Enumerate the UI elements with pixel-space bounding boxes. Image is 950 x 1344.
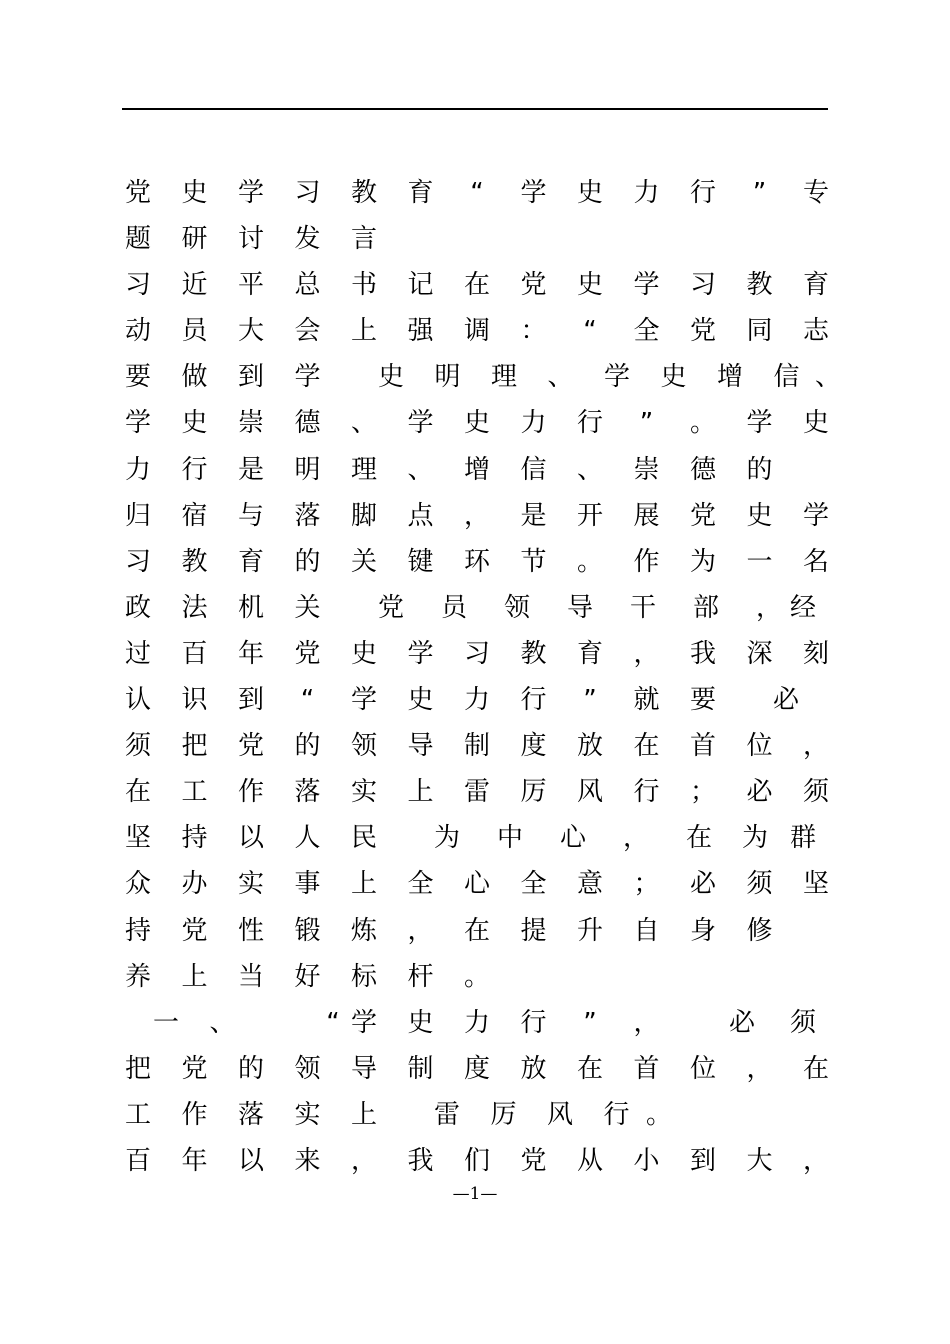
glyph: 一 [746, 546, 773, 577]
glyph: 的 [746, 454, 773, 485]
glyph: 行 [576, 408, 603, 439]
glyph: 放 [520, 1053, 547, 1084]
glyph: 专 [802, 178, 829, 208]
glyph: 办 [181, 869, 208, 900]
glyph: 须 [124, 731, 151, 762]
glyph: ， [802, 1145, 829, 1176]
glyph: 开 [576, 500, 603, 531]
glyph: ； [633, 869, 660, 900]
glyph: 身 [689, 915, 716, 946]
glyph: 在 [124, 777, 151, 808]
glyph: ， [633, 1007, 660, 1038]
glyph: ； [689, 777, 716, 808]
glyph: 关 [294, 592, 321, 623]
glyph: 。 [689, 408, 716, 439]
glyph: 制 [407, 1053, 434, 1084]
glyph: 机 [237, 592, 264, 623]
glyph: “ [470, 178, 484, 208]
glyph: 研 [181, 224, 208, 255]
glyph: 员 [181, 316, 208, 347]
text-line [123, 447, 843, 493]
glyph: 学 [407, 408, 434, 439]
glyph: 史 [350, 638, 377, 669]
glyph: 雷 [463, 777, 490, 808]
glyph: 。 [463, 961, 490, 992]
glyph: 须 [789, 1007, 816, 1038]
glyph: 学 [603, 362, 630, 393]
glyph: 在 [463, 270, 490, 301]
glyph: 意 [576, 869, 603, 900]
glyph: 育 [407, 178, 434, 208]
glyph: 党 [294, 638, 321, 669]
glyph: “ [300, 685, 315, 716]
glyph: 力 [633, 178, 660, 208]
glyph: 们 [463, 1145, 490, 1176]
glyph: 导 [350, 1053, 377, 1084]
glyph: 大 [746, 1145, 773, 1176]
glyph: 的 [294, 731, 321, 762]
text-line [123, 677, 843, 723]
glyph: 标 [350, 961, 377, 992]
text-line [123, 585, 843, 631]
glyph: 大 [237, 316, 264, 347]
glyph: ， [755, 592, 782, 623]
glyph: 来 [294, 1145, 321, 1176]
glyph: 环 [463, 546, 490, 577]
glyph: 度 [463, 1053, 490, 1084]
glyph: 制 [463, 731, 490, 762]
glyph: 党 [124, 178, 151, 208]
text-line [123, 1138, 843, 1184]
glyph: 在 [633, 731, 660, 762]
glyph: 的 [237, 1053, 264, 1084]
glyph: 落 [294, 777, 321, 808]
glyph: 要 [689, 685, 716, 716]
glyph: 近 [181, 270, 208, 301]
glyph: 习 [124, 546, 151, 577]
glyph: 我 [407, 1145, 434, 1176]
glyph: 行 [603, 1099, 630, 1130]
text-line [123, 400, 843, 446]
glyph: 实 [294, 1099, 321, 1130]
glyph: 把 [181, 731, 208, 762]
glyph: 度 [520, 731, 547, 762]
glyph: 育 [576, 638, 603, 669]
glyph: 动 [124, 316, 151, 347]
glyph: 教 [746, 270, 773, 301]
text-line [123, 539, 843, 585]
glyph: 习 [294, 178, 321, 208]
glyph: 增 [463, 454, 490, 485]
text-line [123, 170, 843, 216]
glyph: 学 [350, 1007, 377, 1038]
glyph: 员 [440, 592, 467, 623]
glyph: 、 [547, 362, 574, 393]
glyph: 养 [124, 961, 151, 992]
glyph: 教 [181, 546, 208, 577]
glyph: 力 [463, 1007, 490, 1038]
glyph: 从 [576, 1145, 603, 1176]
glyph: 学 [237, 178, 264, 208]
glyph: 力 [520, 408, 547, 439]
glyph: 到 [689, 1145, 716, 1176]
text-line [123, 769, 843, 815]
glyph: “ [583, 316, 597, 347]
section-heading-line [123, 1046, 843, 1092]
glyph: 提 [520, 915, 547, 946]
glyph: 全 [520, 869, 547, 900]
glyph: 明 [294, 454, 321, 485]
glyph: 一 [152, 1007, 179, 1038]
glyph: 崇 [237, 408, 264, 439]
glyph: 升 [576, 915, 603, 946]
glyph: 的 [294, 546, 321, 577]
glyph: 年 [181, 1145, 208, 1176]
glyph: 是 [237, 454, 264, 485]
glyph: 脚 [350, 500, 377, 531]
glyph: 党 [520, 270, 547, 301]
glyph: 雷 [433, 1099, 460, 1130]
glyph: ， [407, 915, 434, 946]
glyph: 落 [294, 500, 321, 531]
text-line [123, 216, 843, 262]
glyph: 放 [576, 731, 603, 762]
glyph: 在 [576, 1053, 603, 1084]
glyph: 领 [503, 592, 530, 623]
text-line [123, 354, 843, 400]
glyph: 史 [463, 408, 490, 439]
glyph: 党 [181, 1053, 208, 1084]
glyph: 教 [520, 638, 547, 669]
glyph: 学 [633, 270, 660, 301]
glyph: 领 [294, 1053, 321, 1084]
glyph: 自 [633, 915, 660, 946]
glyph: 干 [629, 592, 656, 623]
glyph: ， [463, 500, 490, 531]
glyph: 明 [434, 362, 461, 393]
glyph: 位 [746, 731, 773, 762]
text-line [123, 815, 843, 861]
glyph: 史 [181, 178, 208, 208]
glyph: 行 [633, 777, 660, 808]
glyph: 实 [350, 777, 377, 808]
glyph: 到 [237, 362, 264, 393]
glyph: 力 [124, 454, 151, 485]
glyph: 心 [463, 869, 490, 900]
glyph: 到 [237, 685, 264, 716]
glyph: 会 [294, 316, 321, 347]
glyph: 键 [407, 546, 434, 577]
glyph: 作 [633, 546, 660, 577]
glyph: 学 [294, 362, 321, 393]
glyph: 导 [566, 592, 593, 623]
glyph: 落 [237, 1099, 264, 1130]
glyph: 习 [463, 638, 490, 669]
glyph: 首 [633, 1053, 660, 1084]
glyph: 史 [181, 408, 208, 439]
glyph: 理 [490, 362, 517, 393]
glyph: 刻 [802, 638, 829, 669]
glyph: 厉 [520, 777, 547, 808]
glyph: ” [752, 178, 767, 208]
header-rule [122, 108, 828, 110]
glyph: 行 [520, 1007, 547, 1038]
glyph: 部 [692, 592, 719, 623]
glyph: 作 [237, 777, 264, 808]
glyph: 增 [716, 362, 743, 393]
glyph: 关 [350, 546, 377, 577]
glyph: 发 [294, 224, 321, 255]
glyph: ： [520, 316, 547, 347]
glyph: 认 [124, 685, 151, 716]
glyph: 是 [520, 500, 547, 531]
glyph: 上 [350, 869, 377, 900]
glyph: ， [633, 638, 660, 669]
glyph: 史 [746, 500, 773, 531]
glyph: 百 [124, 1145, 151, 1176]
glyph: 平 [237, 270, 264, 301]
glyph: 群 [789, 823, 816, 854]
glyph: 厉 [490, 1099, 517, 1130]
glyph: ” [583, 1007, 597, 1038]
glyph: 同 [746, 316, 773, 347]
glyph: 强 [407, 316, 434, 347]
glyph: 调 [463, 316, 490, 347]
glyph: 宿 [181, 500, 208, 531]
text-line [123, 861, 843, 907]
glyph: 政 [124, 592, 151, 623]
glyph: 必 [689, 869, 716, 900]
glyph: 、 [350, 408, 377, 439]
glyph: 经 [789, 592, 816, 623]
glyph: “ [326, 1007, 340, 1038]
glyph: 风 [546, 1099, 573, 1130]
glyph: 工 [124, 1099, 151, 1130]
glyph: 上 [181, 961, 208, 992]
glyph: 为 [741, 823, 768, 854]
glyph: 、 [814, 362, 841, 393]
glyph: 为 [433, 823, 460, 854]
glyph: 史 [802, 408, 829, 439]
glyph: 、 [209, 1007, 236, 1038]
glyph: 把 [124, 1053, 151, 1084]
glyph: 过 [124, 638, 151, 669]
glyph: ” [639, 408, 654, 439]
glyph: 行 [520, 685, 547, 716]
body-text [123, 170, 843, 1184]
glyph: 领 [350, 731, 377, 762]
glyph: 习 [124, 270, 151, 301]
glyph: 史 [377, 362, 404, 393]
glyph: 好 [294, 961, 321, 992]
glyph: 德 [689, 454, 716, 485]
glyph: 必 [728, 1007, 755, 1038]
glyph: 修 [746, 915, 773, 946]
glyph: 持 [124, 915, 151, 946]
glyph: 学 [520, 178, 547, 208]
glyph: 性 [237, 915, 264, 946]
glyph: 必 [746, 777, 773, 808]
text-line [123, 308, 843, 354]
glyph: 坚 [802, 869, 829, 900]
glyph: 育 [802, 270, 829, 301]
glyph: ， [350, 1145, 377, 1176]
glyph: 、 [407, 454, 434, 485]
glyph: 信 [520, 454, 547, 485]
glyph: 实 [237, 869, 264, 900]
glyph: 党 [181, 915, 208, 946]
glyph: 在 [802, 1053, 829, 1084]
glyph: 炼 [350, 915, 377, 946]
glyph: 点 [407, 500, 434, 531]
glyph: 行 [689, 178, 716, 208]
text-line [123, 723, 843, 769]
glyph: ， [746, 1053, 773, 1084]
glyph: 须 [802, 777, 829, 808]
glyph: 上 [407, 777, 434, 808]
glyph: 在 [685, 823, 712, 854]
text-line [123, 631, 843, 677]
glyph: 工 [181, 777, 208, 808]
glyph: 学 [802, 500, 829, 531]
glyph: 崇 [633, 454, 660, 485]
glyph: 学 [350, 685, 377, 716]
glyph: 做 [181, 362, 208, 393]
glyph: 与 [237, 500, 264, 531]
glyph: 众 [124, 869, 151, 900]
glyph: 上 [350, 316, 377, 347]
glyph: 持 [181, 823, 208, 854]
glyph: 须 [746, 869, 773, 900]
glyph: 党 [377, 592, 404, 623]
glyph: 史 [407, 685, 434, 716]
glyph: 首 [689, 731, 716, 762]
glyph: 史 [576, 178, 603, 208]
glyph: 德 [294, 408, 321, 439]
text-line [123, 908, 843, 954]
glyph: 以 [237, 1145, 264, 1176]
glyph: 学 [407, 638, 434, 669]
glyph: 史 [576, 270, 603, 301]
glyph: 名 [802, 546, 829, 577]
text-line [123, 262, 843, 308]
glyph: 展 [633, 500, 660, 531]
glyph: 归 [124, 500, 151, 531]
glyph: 坚 [124, 823, 151, 854]
glyph: 年 [237, 638, 264, 669]
glyph: 党 [689, 500, 716, 531]
page-number: —1— [452, 1184, 498, 1204]
glyph: 风 [576, 777, 603, 808]
glyph: 杆 [407, 961, 434, 992]
glyph: 识 [181, 685, 208, 716]
glyph: 行 [181, 454, 208, 485]
glyph: 全 [633, 316, 660, 347]
glyph: 志 [802, 316, 829, 347]
glyph: 事 [294, 869, 321, 900]
glyph: ， [622, 823, 649, 854]
glyph: 书 [350, 270, 377, 301]
glyph: 百 [181, 638, 208, 669]
glyph: 必 [772, 685, 799, 716]
glyph: 总 [294, 270, 321, 301]
glyph: 党 [520, 1145, 547, 1176]
glyph: 史 [660, 362, 687, 393]
section-heading-line [123, 1092, 843, 1138]
section-heading-line [123, 1000, 843, 1046]
glyph: 理 [350, 454, 377, 485]
glyph: 人 [294, 823, 321, 854]
glyph: 。 [576, 546, 603, 577]
glyph: 为 [689, 546, 716, 577]
glyph: 题 [124, 224, 151, 255]
glyph: 言 [350, 224, 377, 255]
glyph: 教 [350, 178, 377, 208]
glyph: 力 [463, 685, 490, 716]
glyph: 中 [496, 823, 523, 854]
glyph: 全 [407, 869, 434, 900]
glyph: 作 [181, 1099, 208, 1130]
glyph: 小 [633, 1145, 660, 1176]
glyph: 上 [350, 1099, 377, 1130]
glyph: 当 [237, 961, 264, 992]
glyph: 学 [124, 408, 151, 439]
glyph: 党 [689, 316, 716, 347]
glyph: ， [802, 731, 829, 762]
glyph: 深 [746, 638, 773, 669]
glyph: 锻 [294, 915, 321, 946]
glyph: 习 [689, 270, 716, 301]
glyph: 育 [237, 546, 264, 577]
glyph: 党 [237, 731, 264, 762]
glyph: 、 [576, 454, 603, 485]
glyph: 信 [773, 362, 800, 393]
glyph: 学 [746, 408, 773, 439]
glyph: 以 [237, 823, 264, 854]
text-line [123, 493, 843, 539]
glyph: 法 [181, 592, 208, 623]
glyph: 讨 [237, 224, 264, 255]
glyph: 导 [407, 731, 434, 762]
glyph: 史 [407, 1007, 434, 1038]
text-line [123, 954, 843, 1000]
glyph: 节 [520, 546, 547, 577]
glyph: 心 [559, 823, 586, 854]
glyph: 。 [645, 1099, 672, 1130]
glyph: 在 [463, 915, 490, 946]
glyph: 记 [407, 270, 434, 301]
glyph: 位 [689, 1053, 716, 1084]
glyph: ” [583, 685, 597, 716]
glyph: 要 [124, 362, 151, 393]
glyph: 民 [350, 823, 377, 854]
glyph: 我 [689, 638, 716, 669]
glyph: 就 [633, 685, 660, 716]
